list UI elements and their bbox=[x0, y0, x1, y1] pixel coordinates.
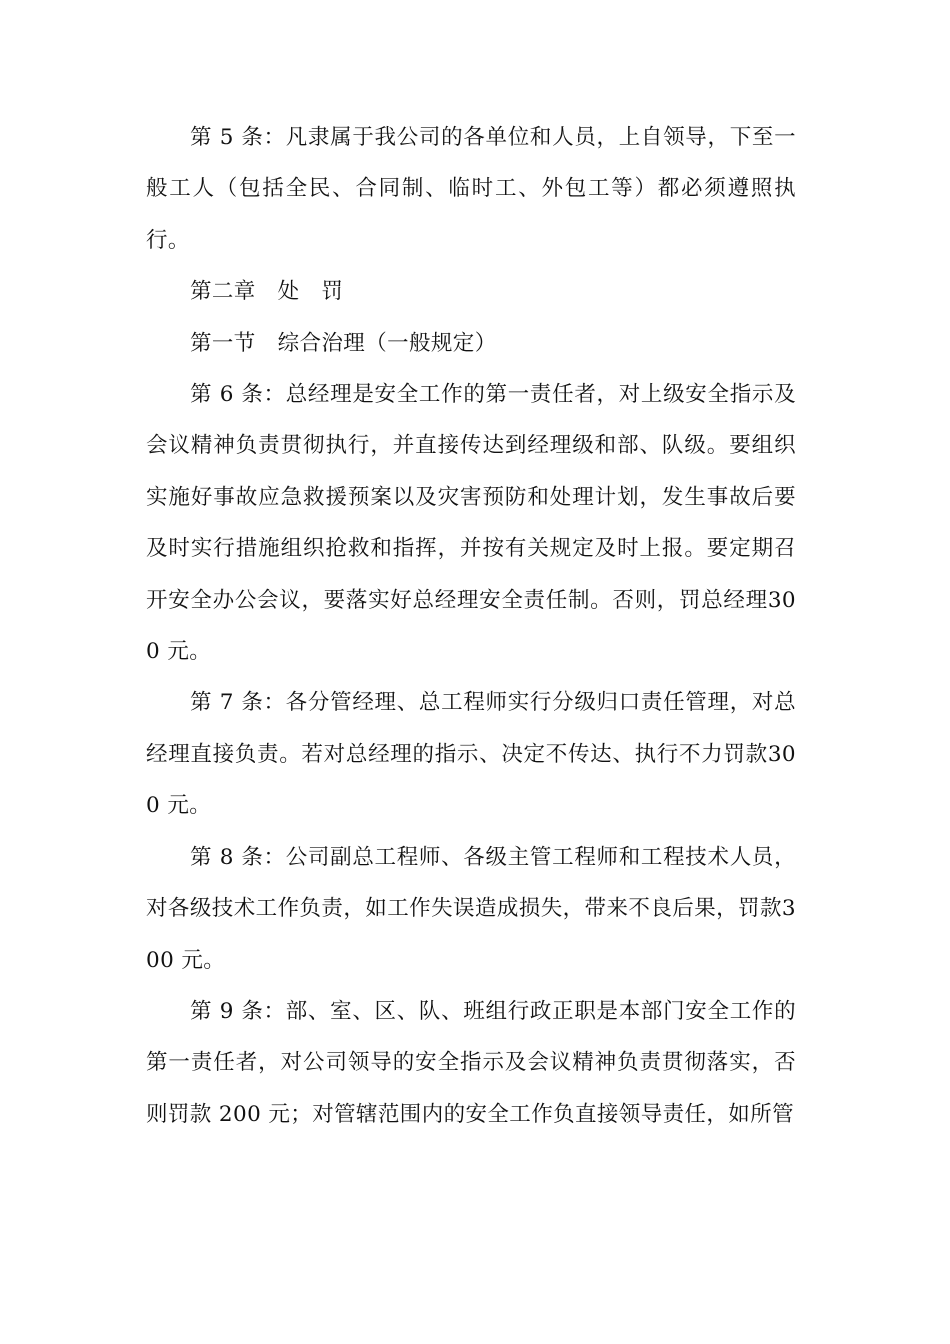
article-6-paragraph: 第 6 条：总经理是安全工作的第一责任者，对上级安全指示及会议精神负责贯彻执行，并直接传达到经理级和部、队级。要组织实施好事故应急救援预案以及灾害预防和处理计划，发生事故后要及时实行措施组织抢救和指挥，并按有关规定及时上报。要定期召开安全办公会议，要落实好总经理安全责任制。否则，罚总经理300 元。 bbox=[146, 382, 796, 665]
article-5-paragraph: 第 5 条：凡隶属于我公司的各单位和人员，上自领导，下至一般工人（包括全民、合同制、临时工、外包工等）都必须遵照执行。 bbox=[146, 125, 796, 253]
article-9-paragraph: 第 9 条：部、室、区、队、班组行政正职是本部门安全工作的第一责任者，对公司领导的安全指示及会议精神负责贯彻落实，否则罚款 200 元；对管辖范围内的安全工作负直接领导责任，如所管 bbox=[146, 998, 796, 1127]
section-heading: 第一节 综合治理（一般规定） bbox=[190, 330, 497, 356]
document-body bbox=[146, 112, 796, 1140]
article-8-paragraph: 第 8 条：公司副总工程师、各级主管工程师和工程技术人员，对各级技术工作负责，如工作失误造成损失，带来不良后果，罚款300 元。 bbox=[146, 844, 796, 973]
chapter-heading: 第二章 处 罚 bbox=[190, 279, 344, 305]
article-7-paragraph: 第 7 条：各分管经理、总工程师实行分级归口责任管理，对总经理直接负责。若对总经理的指示、决定不传达、执行不力罚款300 元。 bbox=[146, 690, 796, 819]
